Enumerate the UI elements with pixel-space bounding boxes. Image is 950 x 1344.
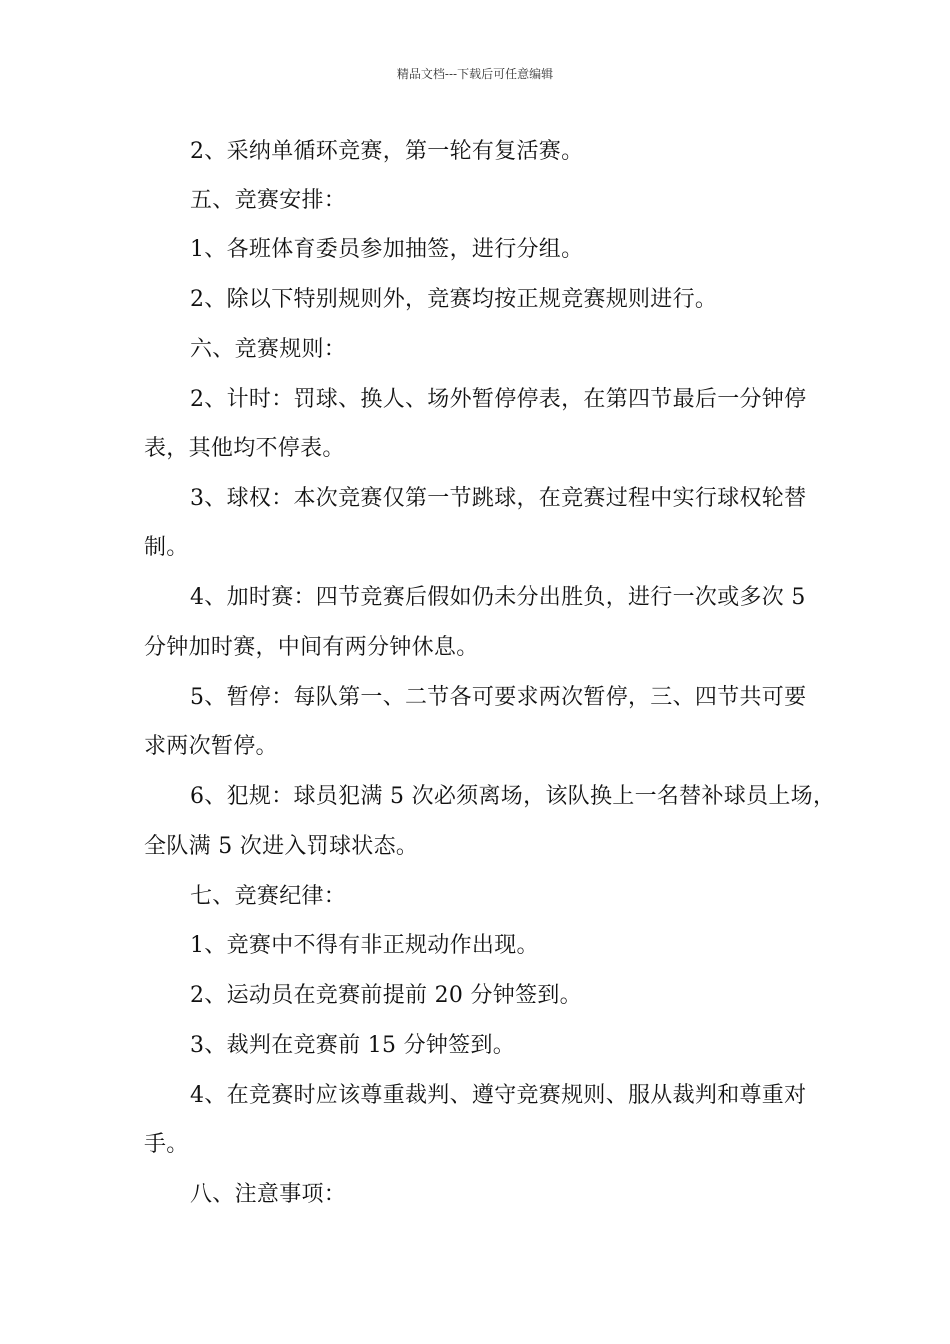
- paragraph-line: 1、竞赛中不得有非正规动作出现。: [190, 933, 539, 958]
- paragraph-line: 制。: [144, 535, 189, 560]
- paragraph-line: 表，其他均不停表。: [144, 436, 345, 461]
- paragraph-line: 全队满 5 次进入罚球状态。: [144, 834, 419, 859]
- paragraph-line: 2、采纳单循环竞赛，第一轮有复活赛。: [190, 139, 584, 164]
- paragraph-line: 手。: [144, 1132, 189, 1157]
- paragraph-line: 2、计时：罚球、换人、场外暂停停表，在第四节最后一分钟停: [190, 387, 807, 412]
- page-header: 精品文档---下载后可任意编辑: [396, 67, 554, 81]
- section-heading: 六、竞赛规则：: [190, 337, 347, 362]
- paragraph-line: 1、各班体育委员参加抽签，进行分组。: [190, 237, 584, 262]
- section-heading: 七、竞赛纪律：: [190, 884, 347, 909]
- paragraph-line: 3、裁判在竞赛前 15 分钟签到。: [190, 1033, 516, 1058]
- paragraph-line: 6、犯规：球员犯满 5 次必须离场，该队换上一名替补球员上场，: [190, 784, 836, 809]
- paragraph-line: 2、运动员在竞赛前提前 20 分钟签到。: [190, 983, 582, 1008]
- section-heading: 八、注意事项：: [190, 1182, 347, 1207]
- paragraph-line: 4、在竞赛时应该尊重裁判、遵守竞赛规则、服从裁判和尊重对: [190, 1083, 807, 1108]
- paragraph-line: 2、除以下特别规则外，竞赛均按正规竞赛规则进行。: [190, 287, 718, 312]
- paragraph-line: 5、暂停：每队第一、二节各可要求两次暂停，三、四节共可要: [190, 685, 807, 710]
- paragraph-line: 4、加时赛：四节竞赛后假如仍未分出胜负，进行一次或多次 5: [190, 585, 806, 610]
- paragraph-line: 求两次暂停。: [144, 734, 278, 759]
- paragraph-line: 3、球权：本次竞赛仅第一节跳球，在竞赛过程中实行球权轮替: [190, 486, 807, 511]
- paragraph-line: 分钟加时赛，中间有两分钟休息。: [144, 635, 479, 660]
- section-heading: 五、竞赛安排：: [190, 188, 347, 213]
